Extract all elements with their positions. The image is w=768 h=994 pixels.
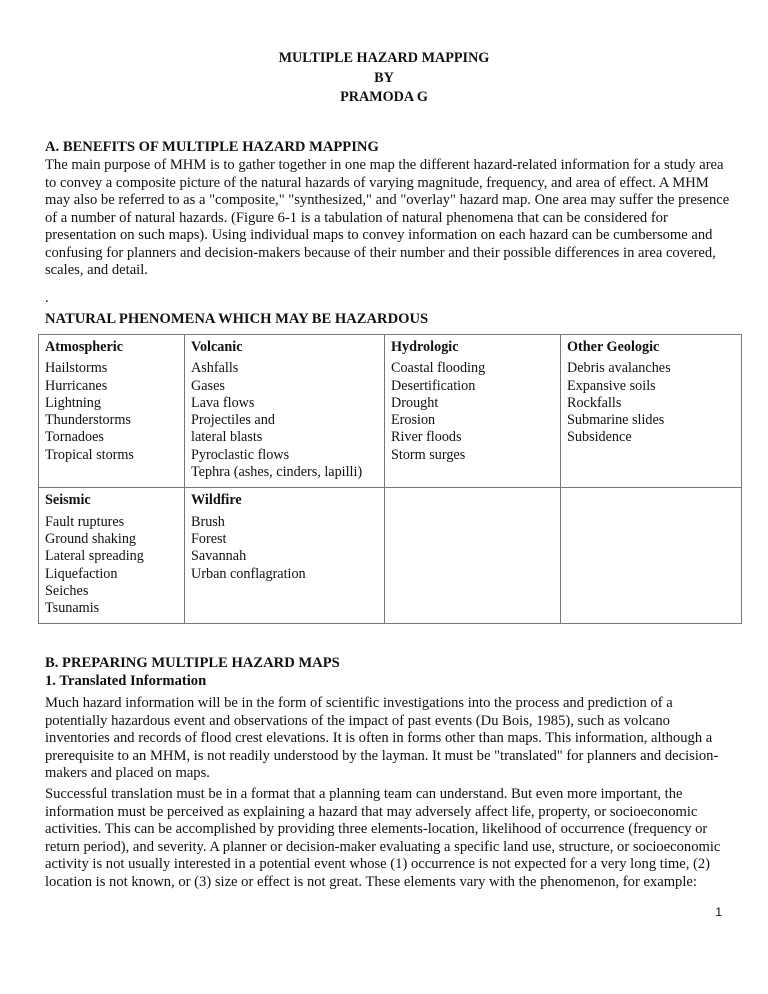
hazard-item: Coastal flooding [391, 360, 486, 377]
hazard-item: Lateral spreading [45, 548, 144, 565]
category-title: Wildfire [191, 492, 242, 509]
title-by: BY [374, 69, 394, 86]
section-b-subheading: 1. Translated Information [45, 673, 207, 689]
hazard-item: Urban conflagration [191, 565, 306, 582]
cell-volcanic [185, 335, 385, 488]
hazard-item: lateral blasts [191, 429, 263, 446]
separator-dot: . [45, 290, 49, 306]
hazard-item: Storm surges [391, 446, 466, 463]
cell-wildfire [185, 488, 385, 624]
hazard-table [38, 334, 742, 624]
hazard-item: Lightning [45, 394, 101, 411]
hazard-item: Rockfalls [567, 394, 622, 411]
category-title: Hydrologic [391, 339, 459, 355]
hazard-item: Ashfalls [191, 360, 239, 377]
page-number: 1 [715, 905, 722, 919]
title-line: MULTIPLE HAZARD MAPPING [278, 50, 490, 66]
table-heading: NATURAL PHENOMENA WHICH MAY BE HAZARDOUS [45, 311, 429, 327]
table-row [39, 335, 742, 488]
hazard-item: Hailstorms [45, 360, 108, 377]
hazard-item: Projectiles and [191, 412, 275, 429]
hazard-item: Subsidence [567, 429, 632, 446]
cell-hydrologic [385, 335, 561, 488]
cell-empty [561, 488, 742, 624]
hazard-item: Submarine slides [567, 412, 665, 429]
section-a-heading: A. BENEFITS OF MULTIPLE HAZARD MAPPING [45, 139, 379, 155]
hazard-item: Pyroclastic flows [191, 446, 290, 463]
hazard-item: River floods [391, 429, 462, 446]
document-title [0, 50, 768, 107]
section-b-paragraph-2: Successful translation must be in a format that a planning team can understand. But even more important, the information must be perceived as explaining a hazard that may adversely affect life, property, or socioeconomic activities. This can be accomplished by providing three elements-location, likelihood of occurrence (frequency or return period), and severity. A planner or decision-maker evaluating a specific land use, structure, or socioeconomic activity is not usually interested in a potential event whose (1) occurrence is not expected for a very long time, (2) location is not known, or (3) size or effect is not great. These elements vary with the phenomenon, for example: [45, 786, 721, 890]
hazard-item: Savannah [191, 548, 247, 565]
hazard-item: Liquefaction [45, 565, 118, 582]
hazard-item: Ground shaking [45, 530, 137, 547]
hazard-item: Forest [191, 530, 227, 547]
hazard-item: Brush [191, 513, 225, 530]
hazard-item: Expansive soils [567, 377, 656, 394]
category-title: Atmospheric [45, 339, 124, 355]
hazard-item: Drought [391, 394, 439, 411]
hazard-item: Thunderstorms [45, 412, 131, 429]
cell-atmospheric [39, 335, 185, 488]
hazard-item: Tropical storms [45, 446, 134, 463]
cell-seismic [39, 488, 185, 624]
category-title: Volcanic [191, 339, 243, 355]
hazard-item: Fault ruptures [45, 513, 125, 530]
cell-other-geologic [561, 335, 742, 488]
hazard-item: Tephra (ashes, cinders, lapilli) [191, 464, 363, 481]
hazard-item: Lava flows [191, 394, 255, 411]
hazard-item: Tornadoes [45, 429, 104, 446]
hazard-item: Tsunamis [45, 600, 100, 617]
section-a-body: The main purpose of MHM is to gather together in one map the different hazard-related information for a study area to convey a composite picture of the natural hazards of varying magnitude, frequency, and area of effect. A MHM may also be referred to as a "composite," "synthesized," and "overlay" hazard map. One area may suffer the presence of a number of natural hazards. (Figure 6-1 is a tabulation of natural phenomena that can be considered for presentation on such maps). Using individual maps to convey information on each hazard can be cumbersome and confusing for planners and decision-makers because of their number and their possible differences in area covered, scales, and detail. [45, 157, 730, 278]
hazard-item: Erosion [391, 412, 436, 429]
title-author: PRAMODA G [340, 89, 428, 105]
hazard-item: Desertification [391, 377, 476, 394]
hazard-item: Hurricanes [45, 377, 108, 394]
hazard-item: Seiches [45, 582, 89, 599]
hazard-item: Debris avalanches [567, 360, 671, 377]
hazard-item: Gases [191, 377, 225, 394]
section-b-heading: B. PREPARING MULTIPLE HAZARD MAPS [45, 655, 340, 671]
category-title: Other Geologic [567, 339, 660, 355]
table-row [39, 488, 742, 624]
section-b-paragraph-1: Much hazard information will be in the form of scientific investigations into the process and prediction of a potentially hazardous event and observations of the impact of past events (Du Bois, 1985), such as volcano inventories and records of flood crest elevations. It is often in forms other than maps. This information, although a prerequisite to an MHM, is not readily understood by the layman. It must be "translated" for planners and decision-makers and placed on maps. [45, 695, 719, 781]
category-title: Seismic [45, 492, 91, 509]
cell-empty [385, 488, 561, 624]
